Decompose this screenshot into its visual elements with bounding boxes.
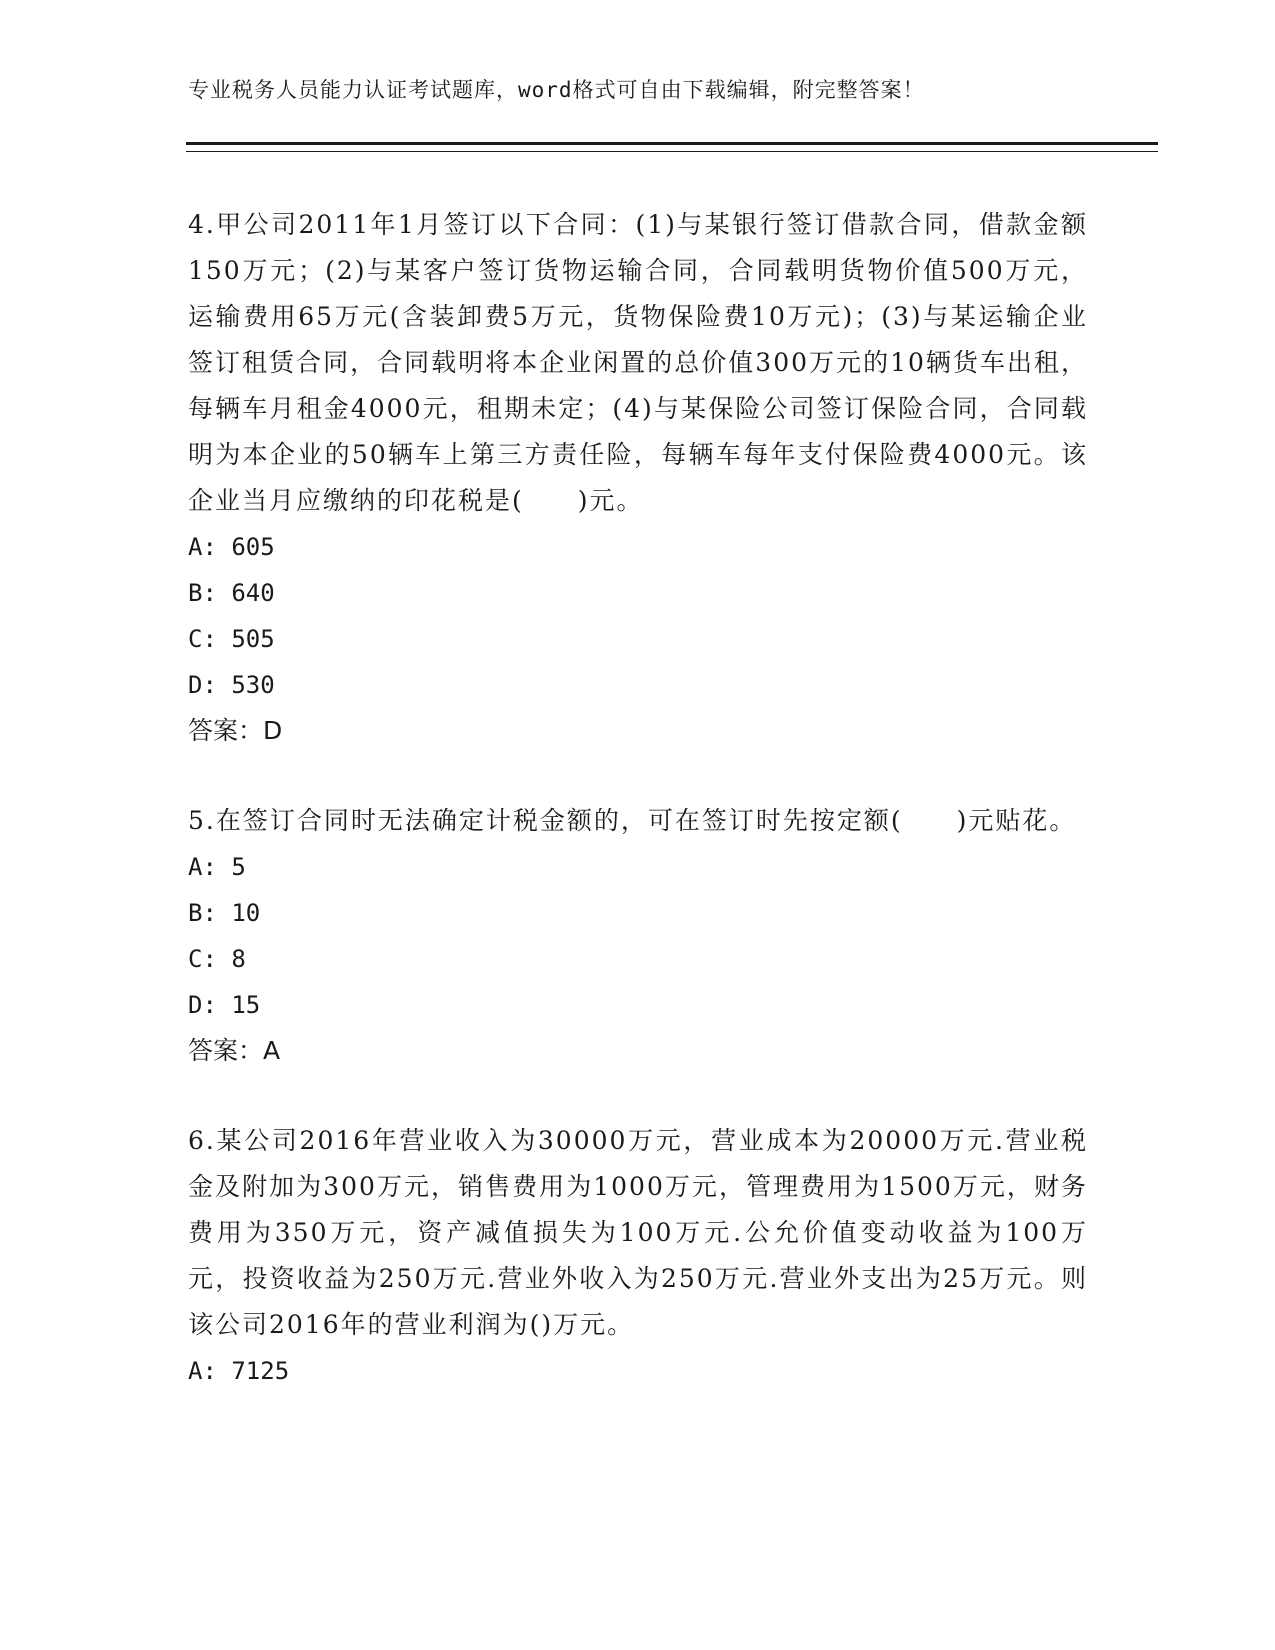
option-d: D: 15 xyxy=(188,991,261,1019)
option-a: A: 7125 xyxy=(188,1357,290,1385)
option-a: A: 605 xyxy=(188,533,275,561)
option-c: C: 505 xyxy=(188,625,275,653)
option-b: B: 10 xyxy=(188,899,261,927)
option-a: A: 5 xyxy=(188,853,246,881)
question-text: 4.甲公司2011年1月签订以下合同：(1)与某银行签订借款合同，借款金额150万元；(2)与某客户签订货物运输合同，合同载明货物价值500万元，运输费用65万元(含装卸费5万元，货物保险费10万元)；(3)与某运输企业签订租赁合同，合同载明将本企业闲置的总价值300万元的10辆货车出租，每辆车月租金4000元，租期未定；(4)与某保险公司签订保险合同，合同载明为本企业的50辆车上第三方责任险，每辆车每年支付保险费4000元。该企业当月应缴纳的印花税是( )元。 xyxy=(188,210,1088,515)
page-header-title: 专业税务人员能力认证考试题库，word格式可自由下载编辑，附完整答案！ xyxy=(188,78,925,102)
question-text: 6.某公司2016年营业收入为30000万元，营业成本为20000万元.营业税金及附加为300万元，销售费用为1000万元，管理费用为1500万元，财务费用为350万元，资产减值损失为100万元.公允价值变动收益为100万元，投资收益为250万元.营业外收入为250万元.营业外支出为25万元。则该公司2016年的营业利润为()万元。 xyxy=(188,1126,1088,1339)
question-5 xyxy=(188,798,1088,1074)
option-c: C: 8 xyxy=(188,945,246,973)
option-b: B: 640 xyxy=(188,579,275,607)
question-4 xyxy=(188,202,1088,754)
answer-line: 答案：A xyxy=(188,1036,281,1065)
header-divider xyxy=(186,142,1158,152)
question-6 xyxy=(188,1118,1088,1394)
option-d: D: 530 xyxy=(188,671,275,699)
answer-line: 答案：D xyxy=(188,716,283,745)
question-list xyxy=(188,202,1088,1394)
question-text: 5.在签订合同时无法确定计税金额的，可在签订时先按定额( )元贴花。 xyxy=(188,806,1077,835)
question-spacer xyxy=(188,1074,1088,1118)
question-spacer xyxy=(188,754,1088,798)
